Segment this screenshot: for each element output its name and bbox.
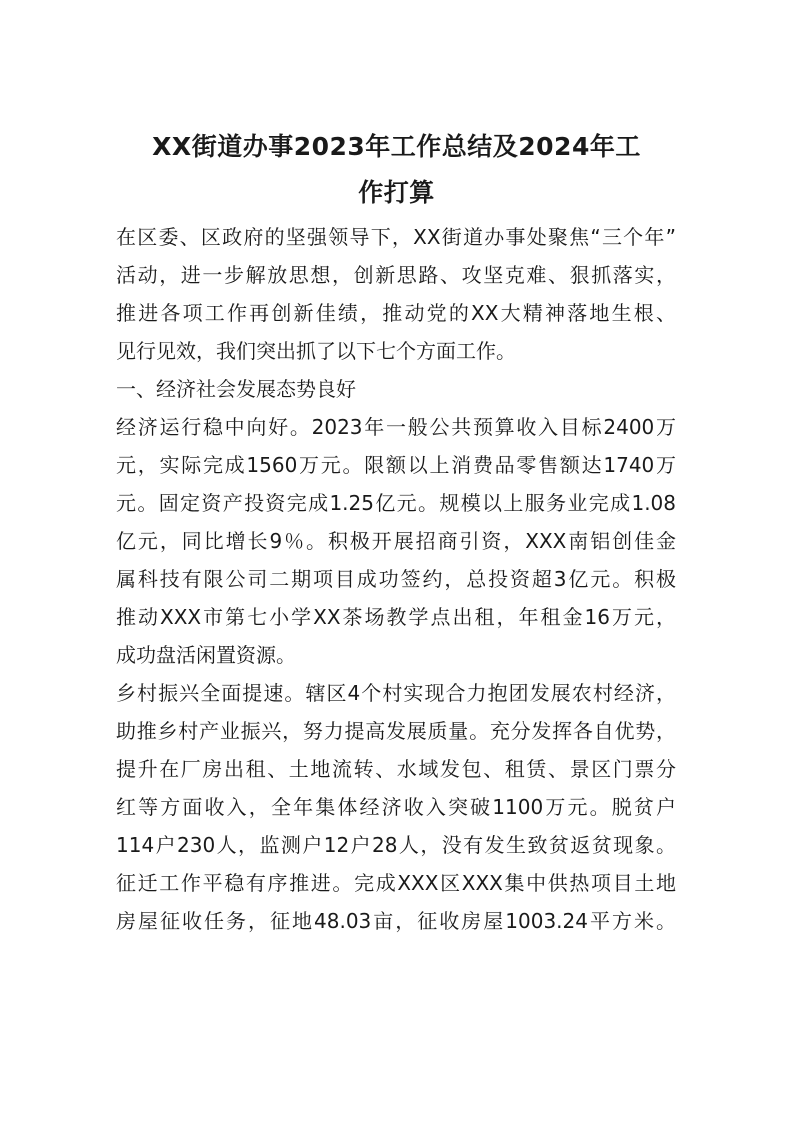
document-title-line-1: XX街道办事2023年工作总结及2024年工	[152, 132, 641, 161]
paragraph-line: 在区委、区政府的坚强领导下，XX街道办事处聚焦“三个年”	[116, 225, 676, 249]
paragraph-line: 助推乡村产业振兴，努力提高发展质量。充分发挥各自优势，	[116, 719, 676, 743]
paragraph-line: 成功盘活闲置资源。	[116, 643, 296, 667]
paragraph-line: 推动XXX市第七小学XX茶场教学点出租，年租金16万元，	[116, 605, 676, 629]
paragraph-line: 元。固定资产投资完成1.25亿元。规模以上服务业完成1.08	[116, 491, 676, 515]
section-heading: 一、经济社会发展态势良好	[116, 377, 356, 401]
paragraph-line: 经济运行稳中向好。2023年一般公共预算收入目标2400万	[116, 415, 676, 439]
paragraph-line: 活动，进一步解放思想，创新思路、攻坚克难、狠抓落实，	[116, 263, 676, 287]
paragraph-line: 征迁工作平稳有序推进。完成XXX区XXX集中供热项目土地	[116, 871, 676, 895]
paragraph-line: 推进各项工作再创新佳绩，推动党的XX大精神落地生根、	[116, 301, 676, 325]
document-title-line-2: 作打算	[358, 178, 435, 207]
paragraph-line: 提升在厂房出租、土地流转、水域发包、租赁、景区门票分	[116, 757, 676, 781]
paragraph-line: 亿元，同比增长9％。积极开展招商引资，XXX南铝创佳金	[116, 529, 676, 553]
paragraph-line: 乡村振兴全面提速。辖区4个村实现合力抱团发展农村经济，	[116, 681, 676, 705]
paragraph-line: 红等方面收入，全年集体经济收入突破1100万元。脱贫户	[116, 795, 676, 819]
paragraph-line: 见行见效，我们突出抓了以下七个方面工作。	[116, 339, 516, 363]
paragraph-line: 114户230人，监测户12户28人，没有发生致贫返贫现象。	[116, 833, 676, 857]
paragraph-line: 属科技有限公司二期项目成功签约，总投资超3亿元。积极	[116, 567, 676, 591]
paragraph-line: 元，实际完成1560万元。限额以上消费品零售额达1740万	[116, 453, 676, 477]
paragraph-line: 房屋征收任务，征地48.03亩，征收房屋1003.24平方米。	[116, 909, 676, 933]
